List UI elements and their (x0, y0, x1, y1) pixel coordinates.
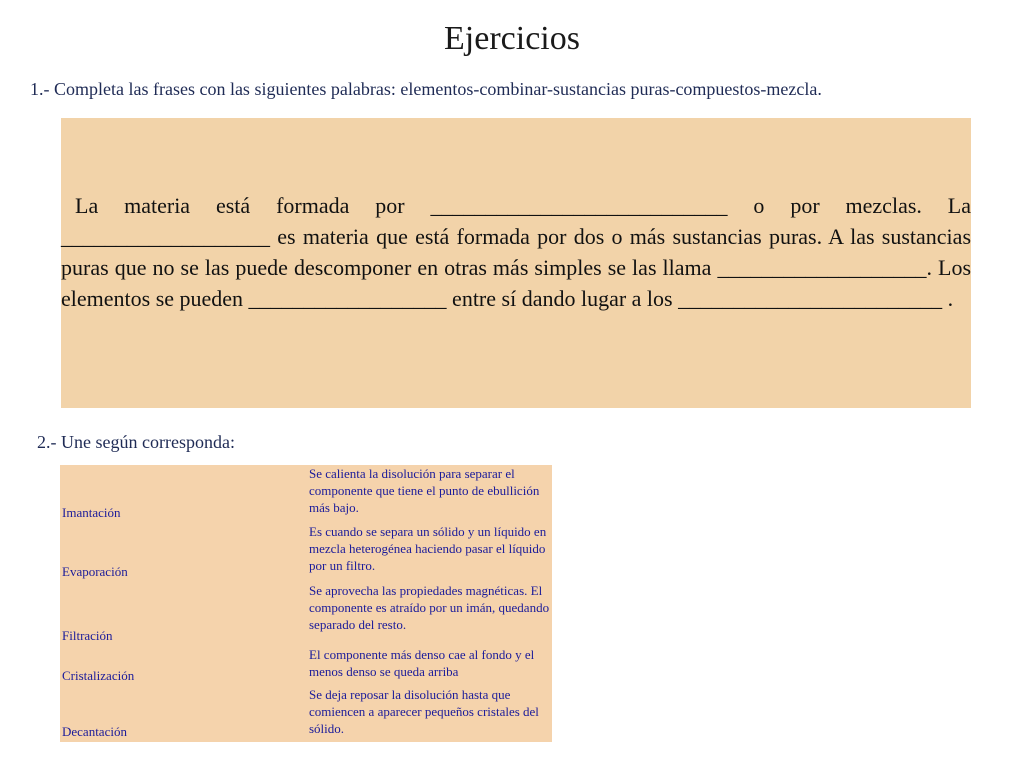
table-row (60, 582, 552, 646)
definition-cell[interactable]: Se calienta la disolución para separar el componente que tiene el punto de ebullición más bajo. (309, 466, 540, 515)
page-title: Ejercicios (444, 20, 580, 57)
definition-cell[interactable]: Se deja reposar la disolución hasta que comiencen a aparecer pequeños cristales del sólido. (309, 687, 539, 736)
definition-cell[interactable]: El componente más denso cae al fondo y el menos denso se queda arriba (309, 647, 535, 679)
exercise-2-instruction: 2.- Une según corresponda: (37, 432, 235, 452)
table-row (60, 646, 552, 686)
table-row (60, 686, 552, 742)
term-cell[interactable]: Evaporación (62, 564, 128, 579)
fill-in-blanks-box (61, 118, 971, 408)
table-row (60, 523, 552, 582)
term-cell[interactable]: Filtración (62, 628, 113, 643)
definition-cell[interactable]: Es cuando se separa un sólido y un líquido en mezcla heterogénea haciendo pasar el líquido por un filtro. (309, 524, 547, 573)
exercise-1-instruction: 1.- Completa las frases con las siguientes palabras: elementos-combinar-sustancias puras-compuestos-mezcla. (30, 79, 822, 99)
table-row (60, 465, 552, 523)
term-cell[interactable]: Decantación (62, 724, 127, 739)
definition-cell[interactable]: Se aprovecha las propiedades magnéticas. El componente es atraído por un imán, quedando separado del resto. (309, 583, 550, 632)
term-cell[interactable]: Imantación (62, 505, 121, 520)
matching-table (60, 465, 552, 742)
term-cell[interactable]: Cristalización (62, 668, 135, 683)
fill-in-blanks-paragraph: La materia está formada por ___________________________ o por mezclas. La ___________________ es materia que está formada por dos o más sustancias puras. A las sustancias puras que no se las puede descomponer en otras más simples se las llama ___________________. Los elementos se pueden __________________ entre sí dando lugar a los ________________________ . (61, 193, 971, 311)
